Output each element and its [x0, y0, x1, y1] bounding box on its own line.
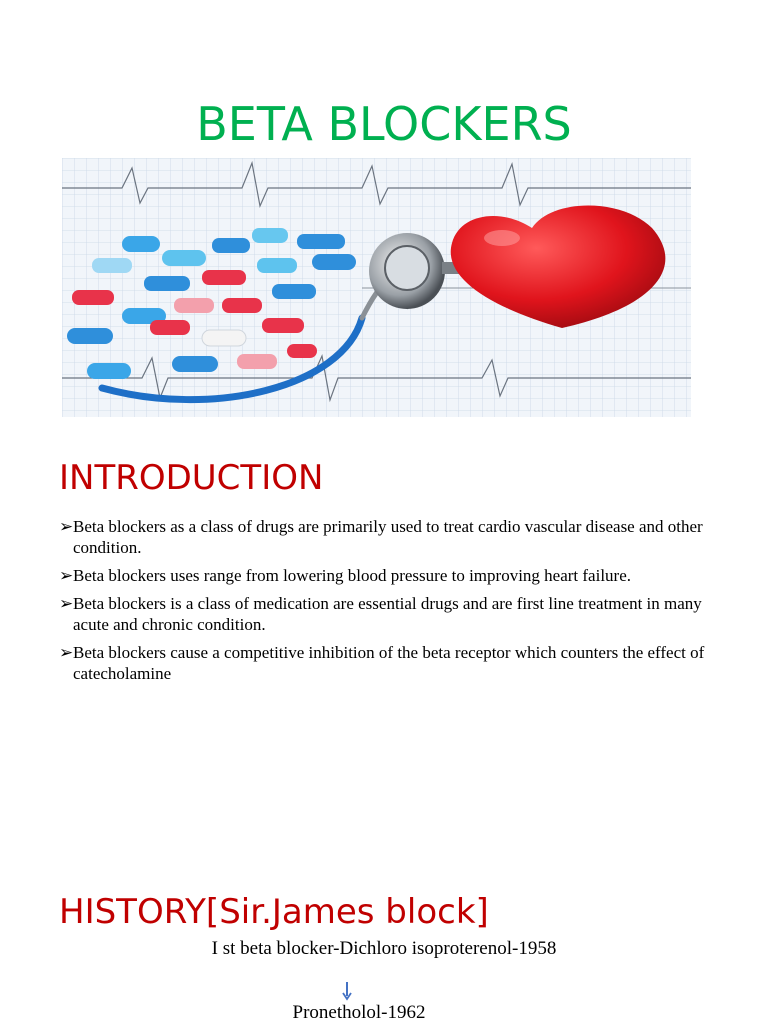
bullet-text: Beta blockers is a class of medication are essential drugs and are first line treatment in many acute and chronic condition. — [73, 594, 702, 634]
list-item — [59, 593, 719, 635]
bullet-arrow-icon: ➢ — [59, 566, 74, 585]
bullet-arrow-icon: ➢ — [59, 594, 74, 613]
list-item — [59, 516, 719, 558]
down-arrow-icon — [340, 980, 354, 1002]
list-item — [59, 565, 719, 586]
history-first-line: I st beta blocker-Dichloro isoproterenol-1958 — [211, 938, 557, 959]
history-heading: HISTORY[Sir.James block] — [59, 892, 489, 932]
bullet-text: Beta blockers cause a competitive inhibition of the beta receptor which counters the effect of catecholamine — [73, 643, 705, 683]
bullet-arrow-icon: ➢ — [59, 517, 74, 536]
bullet-arrow-icon: ➢ — [59, 643, 74, 662]
introduction-heading: INTRODUCTION — [59, 458, 324, 498]
history-second-line: Pronetholol-1962 — [292, 1002, 426, 1023]
hero-image — [62, 158, 691, 417]
bullet-text: Beta blockers uses range from lowering blood pressure to improving heart failure. — [73, 566, 632, 585]
introduction-bullet-list — [59, 516, 719, 691]
page-title: BETA BLOCKERS — [196, 97, 572, 151]
bullet-text: Beta blockers as a class of drugs are primarily used to treat cardio vascular disease and other condition. — [73, 517, 703, 557]
list-item — [59, 642, 719, 684]
